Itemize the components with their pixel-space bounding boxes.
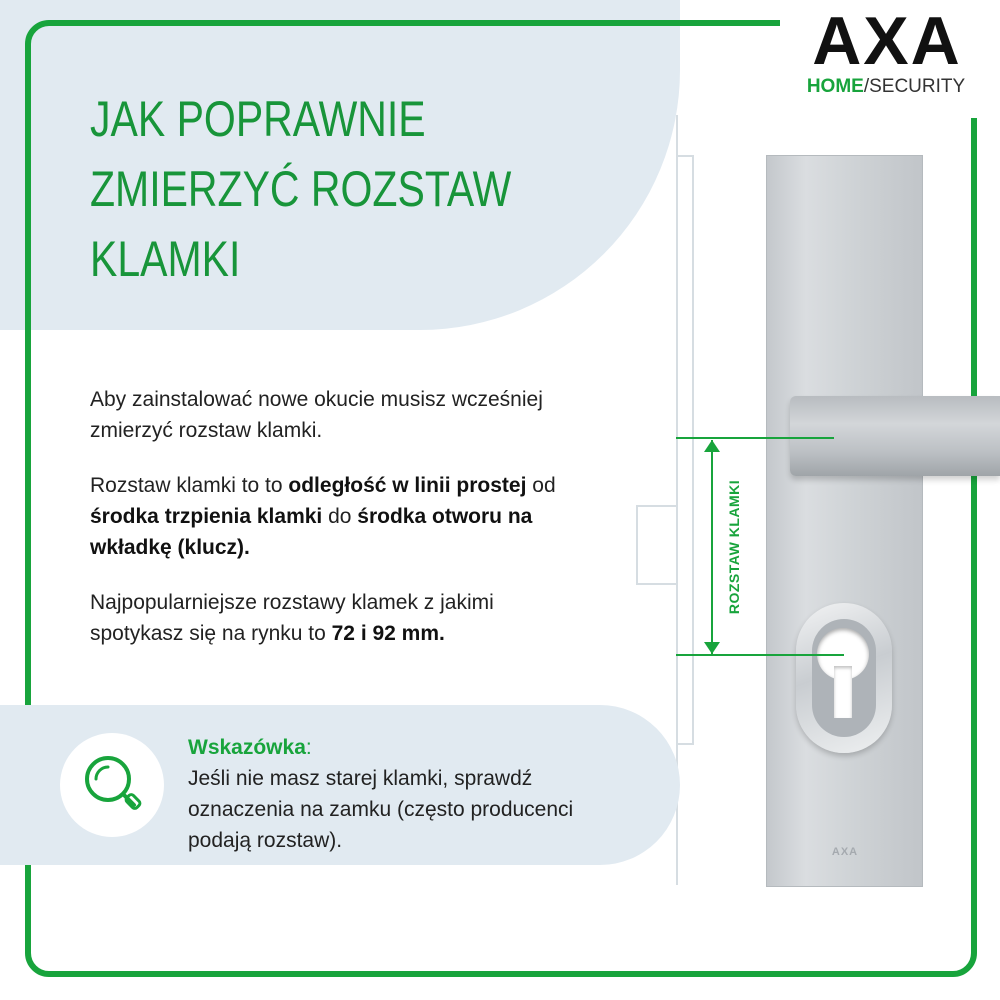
door-latch-line [636, 505, 676, 507]
dimension-line-top [676, 437, 834, 439]
arrow-up-icon [704, 440, 720, 452]
door-handle [790, 396, 1000, 476]
dimension-label: ROZSTAW KLAMKI [726, 479, 742, 615]
bold-span: 72 i 92 mm. [331, 622, 445, 645]
text-span: Najpopularniejsze rozstawy klamek z jakimi spotykasz się na rynku to [90, 591, 494, 645]
tip-body: Jeśli nie masz starej klamki, sprawdź oznaczenia na zamku (często producenci podają rozstaw). [188, 767, 574, 852]
tagline-home: HOME [806, 76, 864, 97]
dimension-line-vertical [711, 440, 713, 654]
body-text [90, 384, 560, 673]
door-edge-line [692, 155, 694, 745]
magnifier-icon [60, 733, 164, 837]
paragraph-popular-sizes [90, 587, 560, 649]
paragraph-intro: Aby zainstalować nowe okucie musisz wcześniej zmierzyć rozstaw klamki. [90, 388, 543, 442]
door-edge-line [678, 155, 692, 157]
bold-span: odległość w linii prostej [288, 474, 527, 497]
text-span: od [526, 474, 556, 497]
tagline-slash: / [863, 76, 870, 97]
door-edge-line [678, 743, 692, 745]
brand-tagline [796, 76, 976, 98]
tip-colon: : [305, 736, 312, 759]
door-latch-line [636, 505, 638, 585]
page-title [90, 84, 533, 294]
arrow-down-icon [704, 642, 720, 654]
bold-span: środka otworu na wkładkę (klucz). [90, 505, 533, 559]
tip-label: Wskazówka [188, 736, 306, 759]
tagline-security: SECURITY [869, 76, 966, 97]
door-latch-line [636, 583, 676, 585]
text-span: Rozstaw klamki to to [90, 474, 289, 497]
title-line: KLAMKI [90, 231, 241, 287]
title-line: JAK POPRAWNIE [90, 91, 426, 147]
tip-text [188, 732, 628, 856]
plate-brand-mark: AXA [831, 846, 859, 858]
bold-span: środka trzpienia klamki [90, 505, 323, 528]
dimension-line-bottom [676, 654, 844, 656]
keyhole-slot [834, 666, 852, 718]
title-line: ZMIERZYĆ ROZSTAW [90, 161, 512, 217]
paragraph-definition [90, 470, 560, 563]
text-span: do [322, 505, 358, 528]
door-plate [766, 155, 923, 887]
tip-icon-circle [60, 733, 164, 837]
brand-logo: AXA [812, 3, 962, 79]
